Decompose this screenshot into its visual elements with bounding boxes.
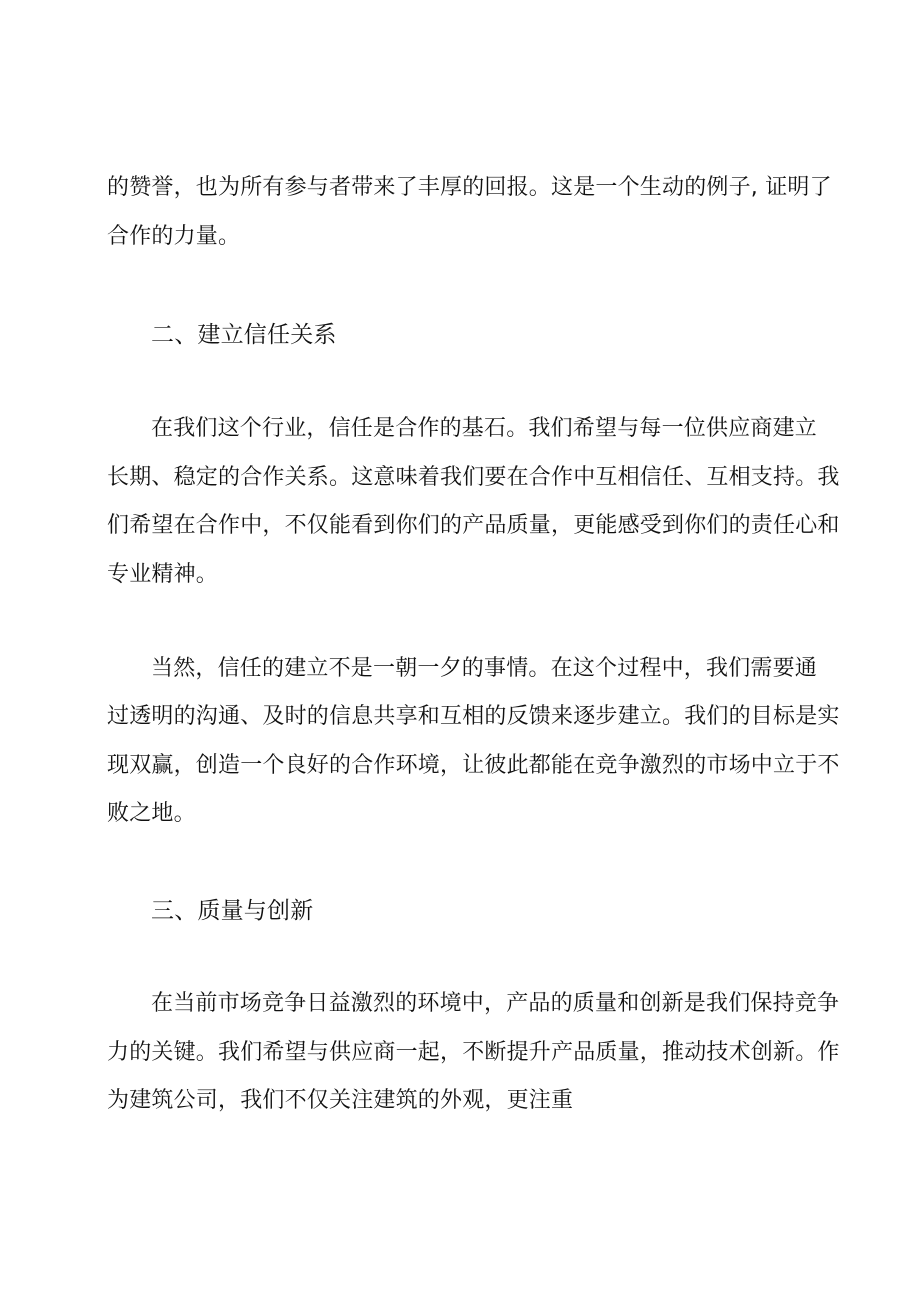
paragraph-line: 力的关键。我们希望与供应商一起，不断提升产品质量，推动技术创新。作 xyxy=(107,1040,840,1065)
paragraph-line: 合作的力量。 xyxy=(107,224,241,249)
paragraph-line: 在当前市场竞争日益激烈的环境中，产品的质量和创新是我们保持竞争 xyxy=(151,991,840,1016)
paragraph-line: 现双赢，创造一个良好的合作环境，让彼此都能在竞争激烈的市场中立于不 xyxy=(107,753,840,778)
paragraph-line: 为建筑公司，我们不仅关注建筑的外观，更注重 xyxy=(107,1088,574,1113)
paragraph-line: 长期、稳定的合作关系。这意味着我们要在合作中互相信任、互相支持。我 xyxy=(107,465,840,490)
paragraph-line: 败之地。 xyxy=(107,801,196,826)
paragraph-line: 过透明的沟通、及时的信息共享和互相的反馈来逐步建立。我们的目标是实 xyxy=(107,704,840,729)
paragraph-line: 的赞誉，也为所有参与者带来了丰厚的回报。这是一个生动的例子, 证明了 xyxy=(107,175,832,200)
paragraph-line: 们希望在合作中，不仅能看到你们的产品质量，更能感受到你们的责任心和 xyxy=(107,513,840,538)
paragraph-line: 在我们这个行业，信任是合作的基石。我们希望与每一位供应商建立 xyxy=(151,416,818,441)
section-heading: 三、质量与创新 xyxy=(151,898,314,924)
paragraph-line: 当然，信任的建立不是一朝一夕的事情。在这个过程中，我们需要通 xyxy=(151,656,818,681)
paragraph-line: 专业精神。 xyxy=(107,562,219,587)
section-heading: 二、建立信任关系 xyxy=(151,322,337,348)
